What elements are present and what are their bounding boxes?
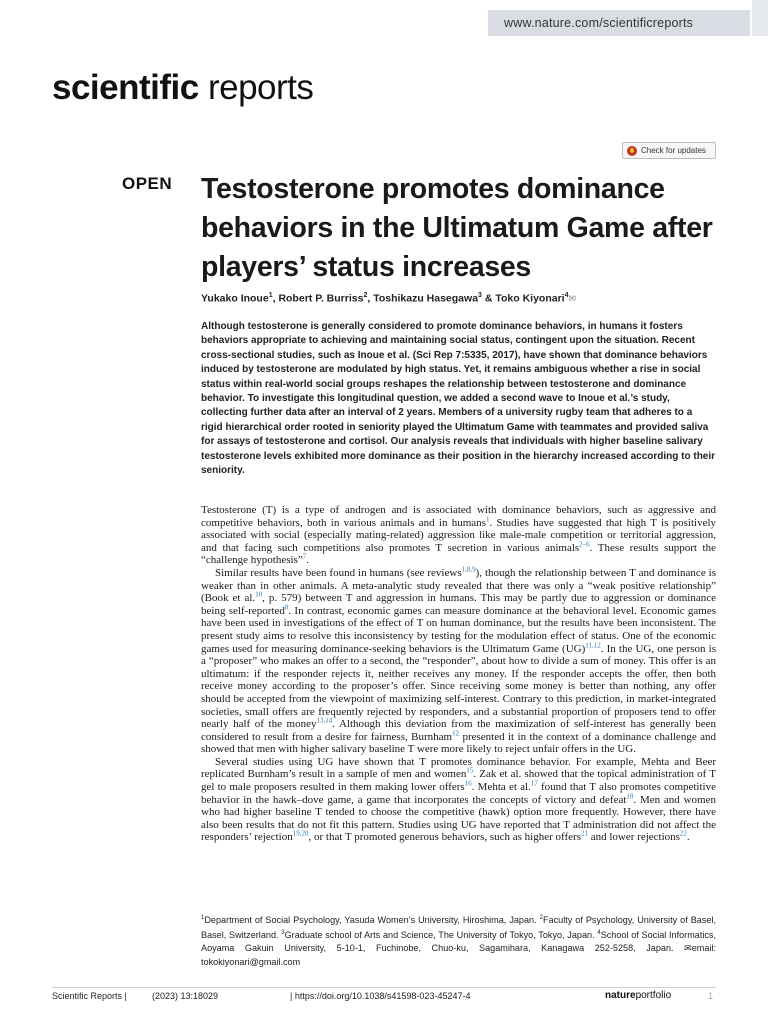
citation-ref: 3 — [281, 930, 285, 937]
text-run: and lower rejections — [587, 831, 680, 844]
body-paragraph — [201, 567, 716, 756]
author-separator: , — [367, 292, 374, 305]
site-url[interactable]: www.nature.com/scientificreports — [488, 10, 750, 36]
text-run: . These results support the “challenge hypothesis” — [201, 541, 716, 567]
citation-ref: 11,12 — [585, 640, 601, 649]
text-run: Similar results have been found in humans (see reviews — [215, 566, 462, 579]
text-run: , or that T promoted generous behaviors, such as higher offers — [308, 831, 581, 844]
citation-ref: 4 — [597, 930, 601, 937]
page-footer — [52, 991, 732, 1005]
text-run: . Although this deviation from the maximization of self-interest has generally been considered to result from a desire for fairness, Burnham — [201, 718, 716, 743]
body-paragraph — [201, 756, 716, 844]
citation-ref: 7 — [302, 552, 307, 561]
text-run: . — [686, 831, 690, 844]
text-run: . Mehta et al. — [471, 781, 531, 794]
author-separator: & — [481, 292, 496, 305]
text-run: . In the UG, one person is a “proposer” who makes an offer to a second, the “responder”, about how to divide a sum of money. This offer is an ultimatum: if the responder rejects it, neither receives any money. If the responder accepts the offer, then both receive money according to the proposer’s offer. Since receiving some money is better than nothing, any offer should be accepted from the viewpoint of maximizing self-interest. Contrary to this prediction, in market-integrated societies, small offers are frequently rejected by responders, and a substantial proportion of proposers tend to offer nearly half of the money — [201, 642, 716, 731]
citation-ref: 16 — [464, 779, 472, 788]
journal-logo-bold: scientific — [52, 68, 199, 107]
author-list — [201, 292, 731, 305]
author-affiliation-ref: 2 — [363, 292, 368, 299]
citation-ref: 2–6 — [579, 540, 590, 549]
footer-volume: (2023) 13:18029 — [152, 991, 219, 1001]
text-run: . — [306, 554, 309, 567]
text-run: School of Social Informatics, Aoyama Gakuin University, 5-10-1, Fuchinobe, Chuo-ku, Sagamihara, Kanagawa 252-5258, Japan. — [201, 930, 717, 954]
check-for-updates-button[interactable] — [622, 142, 716, 159]
author-name: Robert P. Burriss — [278, 292, 364, 305]
text-run: , p. 579) between T and aggression in humans. This may be partly due to aggression or dominance being self-reported — [201, 592, 716, 617]
article-title: Testosterone promotes dominance behaviors in the Ultimatum Game after players’ status increases — [201, 173, 713, 283]
author-affiliation-ref: 1 — [268, 292, 273, 299]
footer-doi-link[interactable]: | https://doi.org/10.1038/s41598-023-45247-4 — [290, 991, 471, 1001]
citation-ref: 21 — [580, 829, 588, 838]
author-name: Toshikazu Hasegawa — [373, 292, 479, 305]
text-run: Several studies using UG have shown that T promotes dominance behavior. For example, Mehta and Beer replicated Burnham’s result in a sample of men and women — [201, 755, 716, 781]
author-name: Yukako Inoue — [201, 292, 269, 305]
citation-ref: 8 — [284, 603, 289, 612]
abstract: Although testosterone is generally considered to promote dominance behaviors, in humans it fosters behaviors appropriate to achieving and maintaining social status, contingent upon the situation. Recent cross-sectional studies, such as Inoue et al. (Sci Rep 7:5335, 2017), have shown that dominance behaviors induced by testosterone are modulated by high status. Yet, it remains ambiguous whether a rise in social status within real-world social groups reshapes the relationship between testosterone and dominance behavior. To investigate this longitudinal question, we added a second wave to Inoue et al.’s study, collecting further data after an interval of 2 years. Members of a university rugby team that adheres to a rigid hierarchical order rooted in seniority played the Ultimatum Game with teammates and provided saliva for assays of testosterone and cortisol. Our analysis reveals that individuals with higher baseline salivary testosterone levels exhibited more dominance as their position in the hierarchy increased according to their seniority. — [201, 321, 716, 477]
article-body — [201, 504, 716, 844]
publisher-logo-bold: nature — [605, 990, 636, 1001]
text-run: ), though the relationship between T and dominance is weaker than in other animals. A meta-analytic study revealed that there was only a “weak positive relationship” (Book et al. — [201, 566, 716, 605]
author-affiliation-ref: 4 — [564, 292, 569, 299]
text-run: . Men and women who had higher baseline T tended to choose the competitive (hawk) option more frequently. However, there have also been results that do not fit this pattern. Studies using UG have reported that T administration did not affect the responders’ rejection — [201, 793, 716, 844]
body-paragraph — [201, 504, 716, 567]
text-run: Testosterone (T) is a type of androgen and is associated with dominance behaviors, such as aggressive and competitive behaviors, both in various animals and in humans — [201, 504, 716, 529]
author-affiliation-ref: 3 — [478, 292, 482, 299]
citation-ref: 1 — [201, 915, 205, 921]
text-run: presented it in the context of a dominance challenge and showed that men with higher salivary baseline T were more likely to reject unfair offers in the UG. — [201, 730, 716, 756]
text-run: Graduate school of Arts and Science, The University of Tokyo, Tokyo, Japan. — [284, 930, 598, 941]
citation-ref: 18 — [626, 792, 634, 800]
url-bar-edge — [752, 0, 768, 36]
text-run: found that T also promotes competitive behavior in the hawk–dove game, a game that incorporates the concepts of victory and defeat — [201, 781, 716, 806]
publisher-logo-regular: portfolio — [635, 990, 672, 1001]
text-run: . In contrast, economic games can measure dominance at the behavioral level. Economic games have been used in investigations of the effect of T on human dominance, but the results have been inconsistent. The present study aims to resolve this inconsistency by testing for the modulation effect of status. One of the economic games used for measuring dominance-seeking behaviors is the Ultimatum Game (UG) — [201, 604, 716, 655]
citation-ref: 15 — [466, 766, 474, 775]
citation-ref: 1 — [485, 514, 490, 523]
page-number: 1 — [708, 991, 714, 1001]
footer-divider — [52, 987, 716, 988]
envelope-icon: ✉ — [568, 293, 577, 304]
text-run: . Studies have suggested that high T is positively associated with social (especially mating-related) aggression like male-male competition or territorial aggression, and that facing such competitions also promotes T secretion in various animals — [201, 516, 717, 554]
publisher-logo — [605, 990, 671, 1001]
citation-ref: 2 — [539, 915, 543, 921]
author-separator: , — [272, 292, 279, 305]
text-run: email: tokokiyonari@gmail.com — [201, 943, 716, 967]
crossmark-icon — [627, 146, 637, 156]
footer-journal: Scientific Reports | — [52, 991, 127, 1001]
text-run: . Zak et al. showed that the topical administration of T gel to male proposers resulted in them making lower offers — [201, 768, 716, 794]
citation-ref: 1,8,9 — [461, 565, 476, 574]
citation-ref: 12 — [452, 729, 460, 738]
envelope-icon: ✉ — [684, 943, 692, 954]
open-access-label: OPEN — [122, 174, 173, 193]
text-run: Faculty of Psychology, University of Basel, Basel, Switzerland. — [201, 915, 716, 941]
citation-ref: 13,14 — [316, 716, 333, 725]
journal-logo-regular: reports — [198, 68, 314, 107]
citation-ref: 17 — [530, 779, 538, 788]
text-run: Department of Social Psychology, Yasuda Women’s University, Hiroshima, Japan. — [204, 915, 540, 926]
citation-ref: 10 — [255, 590, 263, 599]
citation-ref: 19,20 — [292, 829, 309, 838]
affiliations — [201, 912, 716, 969]
journal-logo — [52, 66, 313, 110]
citation-ref: 22 — [679, 829, 687, 838]
check-for-updates-label: Check for updates — [641, 146, 706, 155]
author-name: Toko Kiyonari — [495, 292, 565, 305]
